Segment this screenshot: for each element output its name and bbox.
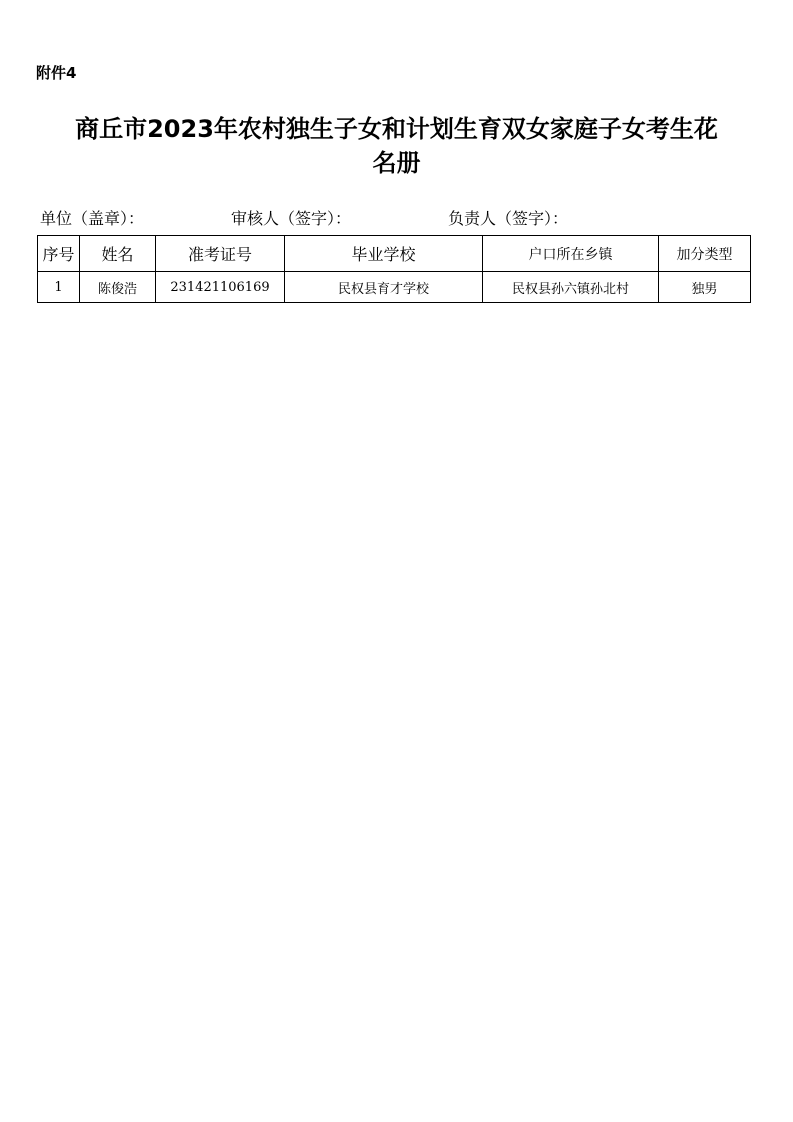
header-hometown: 户口所在乡镇: [483, 236, 659, 272]
cell-index: 1: [38, 272, 80, 303]
responsible-signature-label: 负责人（签字）：: [448, 209, 569, 228]
cell-school: 民权县育才学校: [285, 272, 483, 303]
cell-hometown: 民权县孙六镇孙北村: [483, 272, 659, 303]
header-name: 姓名: [80, 236, 156, 272]
table-header-row: [38, 236, 751, 272]
header-index: 序号: [38, 236, 80, 272]
reviewer-signature-label: 审核人（签字）：: [231, 209, 352, 228]
title-line-2: 名册: [372, 149, 421, 177]
title-line-1: 商丘市2023年农村独生子女和计划生育双女家庭子女考生花: [75, 115, 718, 143]
table-row: [38, 272, 751, 303]
header-bonus-type: 加分类型: [659, 236, 751, 272]
cell-exam-id: 231421106169: [156, 272, 285, 303]
header-exam-id: 准考证号: [156, 236, 285, 272]
header-school: 毕业学校: [285, 236, 483, 272]
unit-seal-label: 单位（盖章）：: [40, 209, 145, 228]
student-roster-table: [37, 235, 751, 303]
signature-row: [40, 206, 760, 230]
attachment-label: 附件4: [36, 64, 77, 82]
cell-bonus-type: 独男: [659, 272, 751, 303]
document-title: [30, 112, 763, 180]
cell-name: 陈俊浩: [80, 272, 156, 303]
